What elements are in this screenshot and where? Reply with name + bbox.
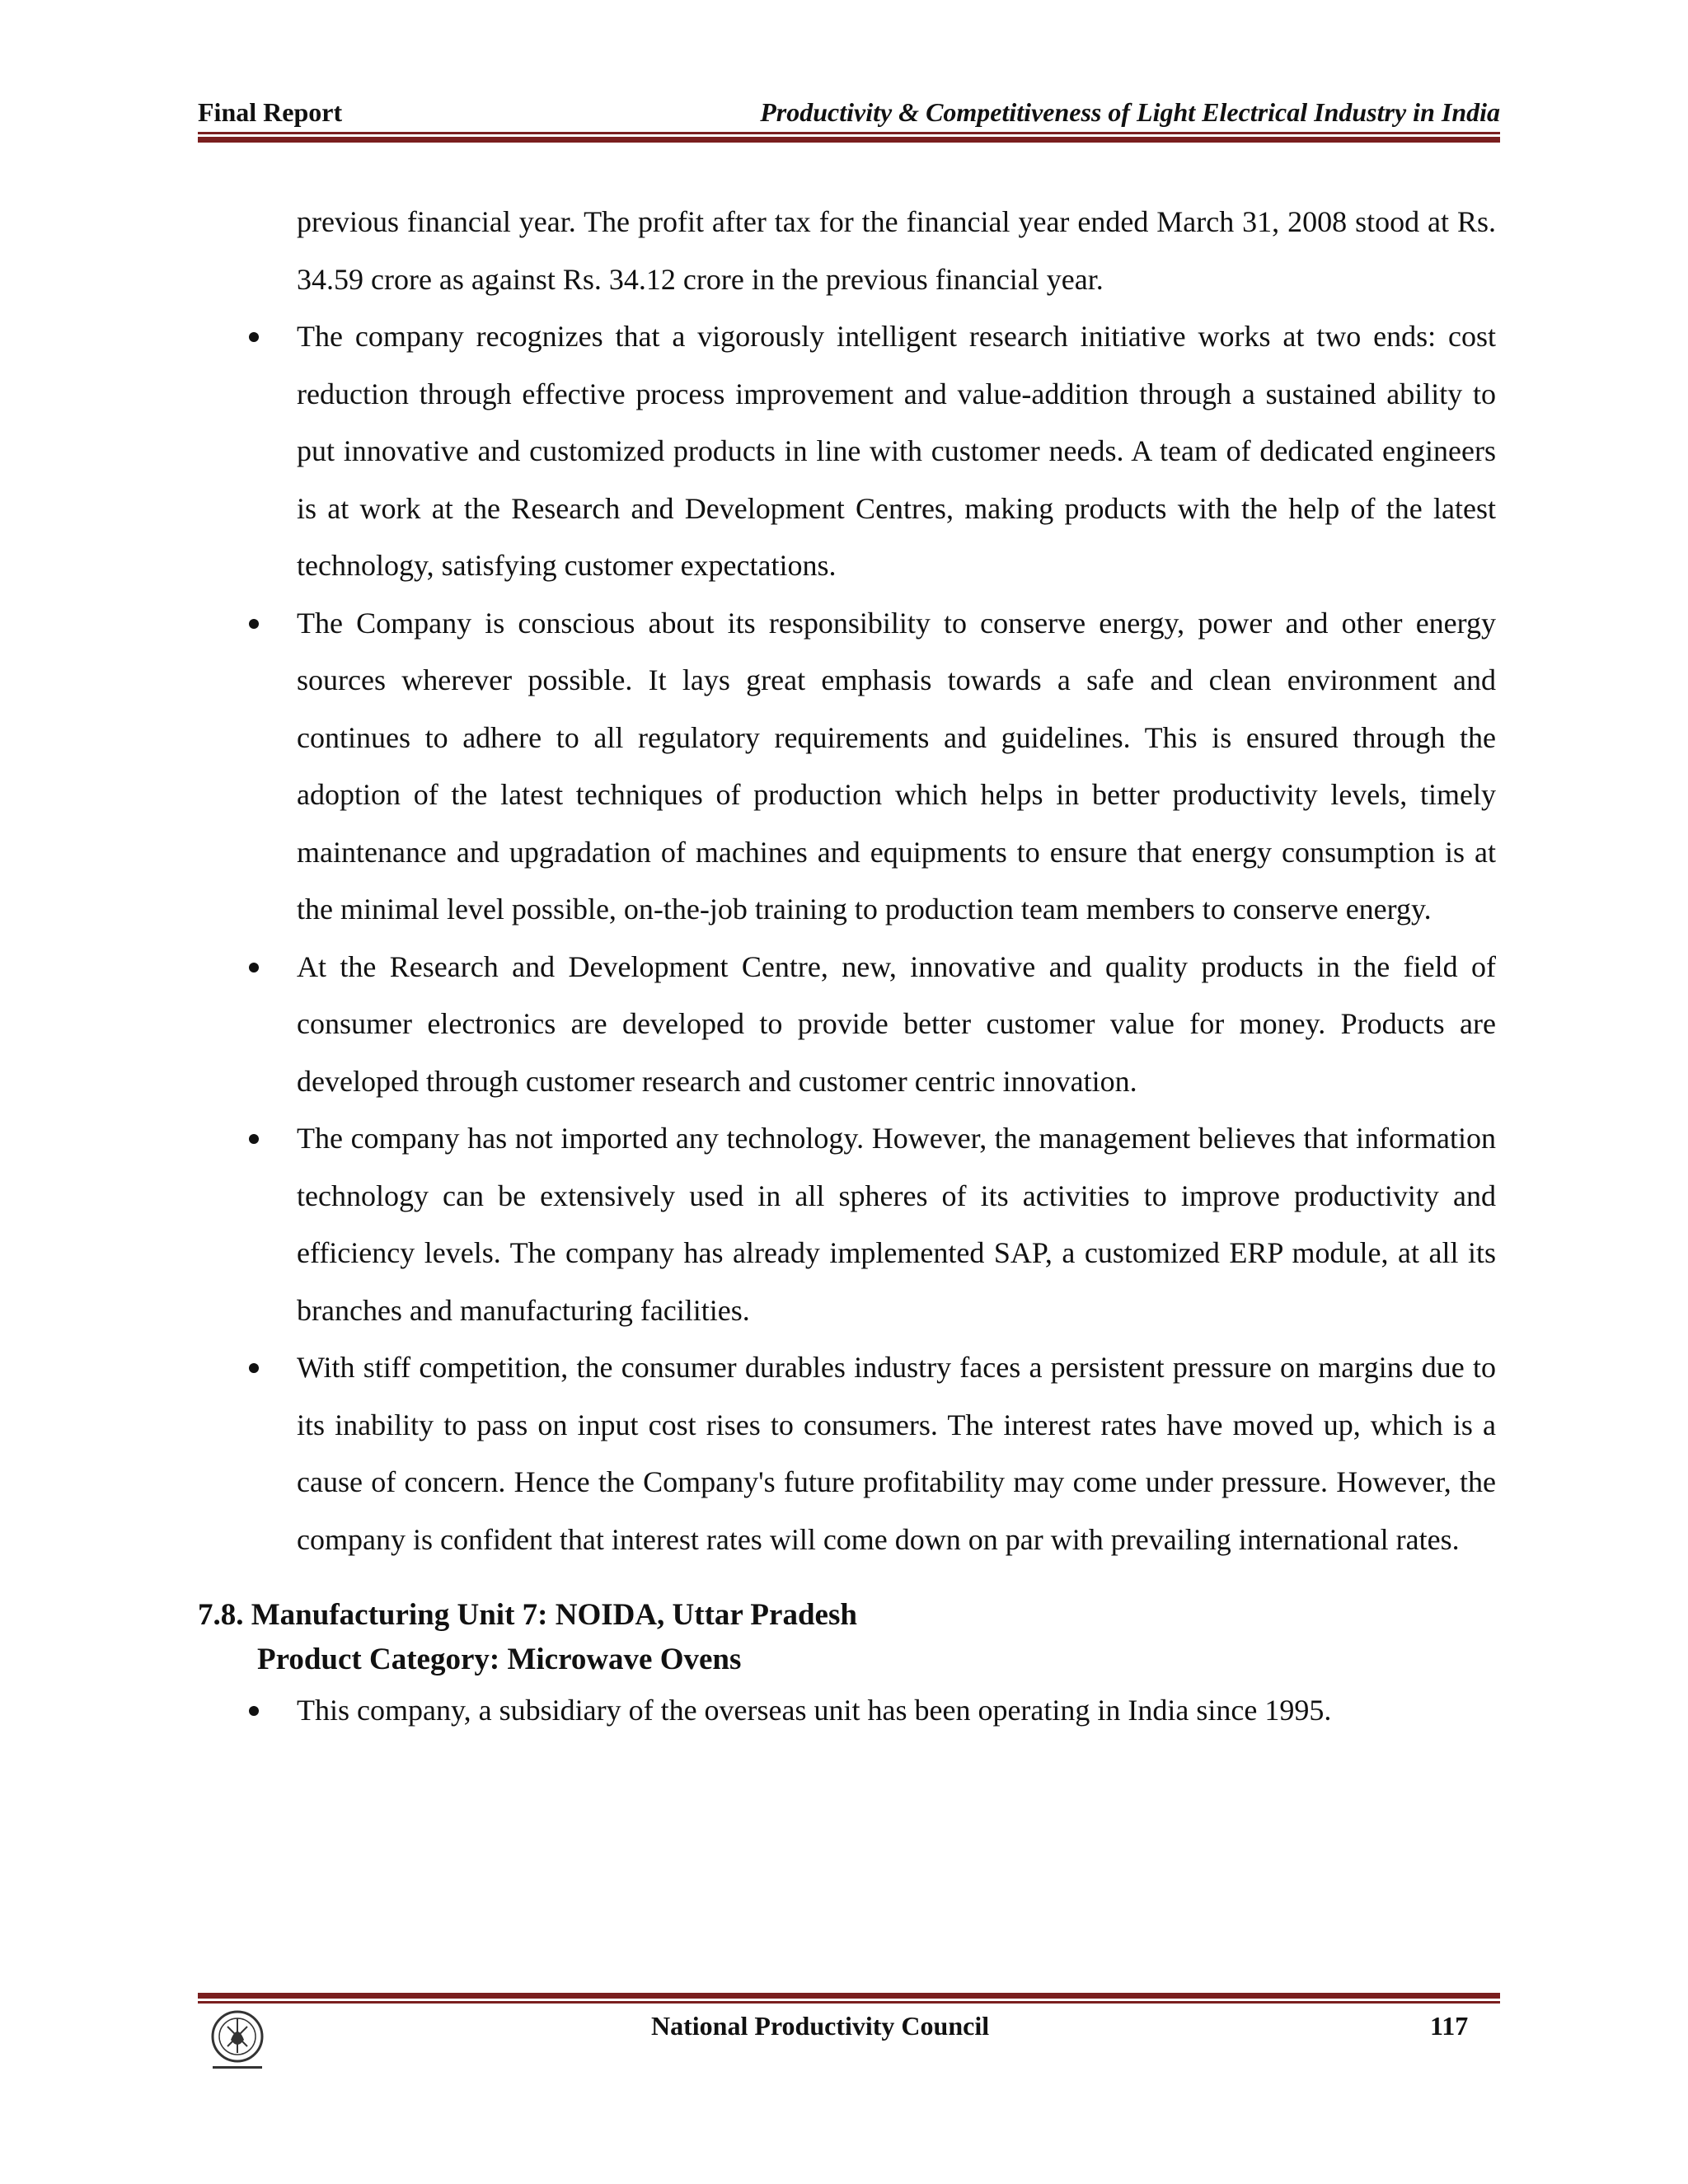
bullet-dot-icon (249, 1363, 259, 1373)
bullet-item (198, 308, 1496, 595)
header-left-title: Final Report (198, 97, 343, 127)
body-bullet-list (198, 308, 1496, 1568)
main-content (198, 194, 1496, 1740)
bullet-item (198, 1682, 1496, 1740)
footer-rule-thick (198, 1993, 1500, 1999)
bullet-text: The company has not imported any technology. However, the management believes that information technology can be extensively used in all spheres of its activities to improve productivity and efficiency levels. The company has already implemented SAP, a customized ERP module, at all its branches and manufacturing facilities. (297, 1122, 1496, 1327)
bullet-dot-icon (249, 1706, 259, 1716)
page-number: 117 (1430, 2011, 1469, 2041)
npc-emblem-icon (196, 1999, 279, 2081)
continuation-paragraph: previous financial year. The profit after tax for the financial year ended March 31, 2008 stood at Rs. 34.59 crore as against Rs. 34.12 crore in the previous financial year. (297, 205, 1496, 296)
bullet-dot-icon (249, 1134, 259, 1144)
bullet-text: At the Research and Development Centre, new, innovative and quality products in the field of consumer electronics are developed to provide better customer value for money. Products are developed through customer research and customer centric innovation. (297, 949, 1496, 1098)
bullet-item (198, 595, 1496, 939)
header-rule-thin (198, 132, 1500, 134)
header-right-title: Productivity & Competitiveness of Light Electrical Industry in India (760, 97, 1500, 127)
section-heading (198, 1593, 1496, 1682)
bullet-item (198, 939, 1496, 1111)
bullet-item (198, 1110, 1496, 1339)
section-bullet-list (198, 1682, 1496, 1740)
bullet-dot-icon (249, 332, 259, 342)
footer-rule-thin (198, 2001, 1500, 2004)
bullet-item (198, 1339, 1496, 1568)
section-title: 7.8. Manufacturing Unit 7: NOIDA, Uttar Pradesh (198, 1598, 857, 1632)
bullet-text: This company, a subsidiary of the overseas unit has been operating in India since 1995. (297, 1694, 1332, 1727)
bullet-text: With stiff competition, the consumer durables industry faces a persistent pressure on margins due to its inability to pass on input cost rises to consumers. The interest rates have moved up, which is a cause of concern. Hence the Company's future profitability may come under pressure. However, the company is confident that interest rates will come down on par with prevailing international rates. (297, 1351, 1496, 1556)
bullet-text: The Company is conscious about its responsibility to conserve energy, power and other energy sources wherever possible. It lays great emphasis towards a safe and clean environment and continues to adhere to all regulatory requirements and guidelines. This is ensured through the adoption of the latest techniques of production which helps in better productivity levels, timely maintenance and upgradation of machines and equipments to ensure that energy consumption is at the minimal level possible, on-the-job training to production team members to conserve energy. (297, 606, 1496, 926)
footer-organization: National Productivity Council (651, 2011, 990, 2041)
bullet-text: The company recognizes that a vigorously intelligent research initiative works at two ends: cost reduction through effective process improvement and value-addition through a sustained ability to put innovative and customized products in line with customer needs. A team of dedicated engineers is at work at the Research and Development Centres, making products with the help of the latest technology, satisfying customer expectations. (297, 320, 1496, 582)
bullet-dot-icon (249, 963, 259, 972)
bullet-dot-icon (249, 619, 259, 629)
header-rule-thick (198, 137, 1500, 143)
section-subtitle: Product Category: Microwave Ovens (257, 1643, 742, 1676)
